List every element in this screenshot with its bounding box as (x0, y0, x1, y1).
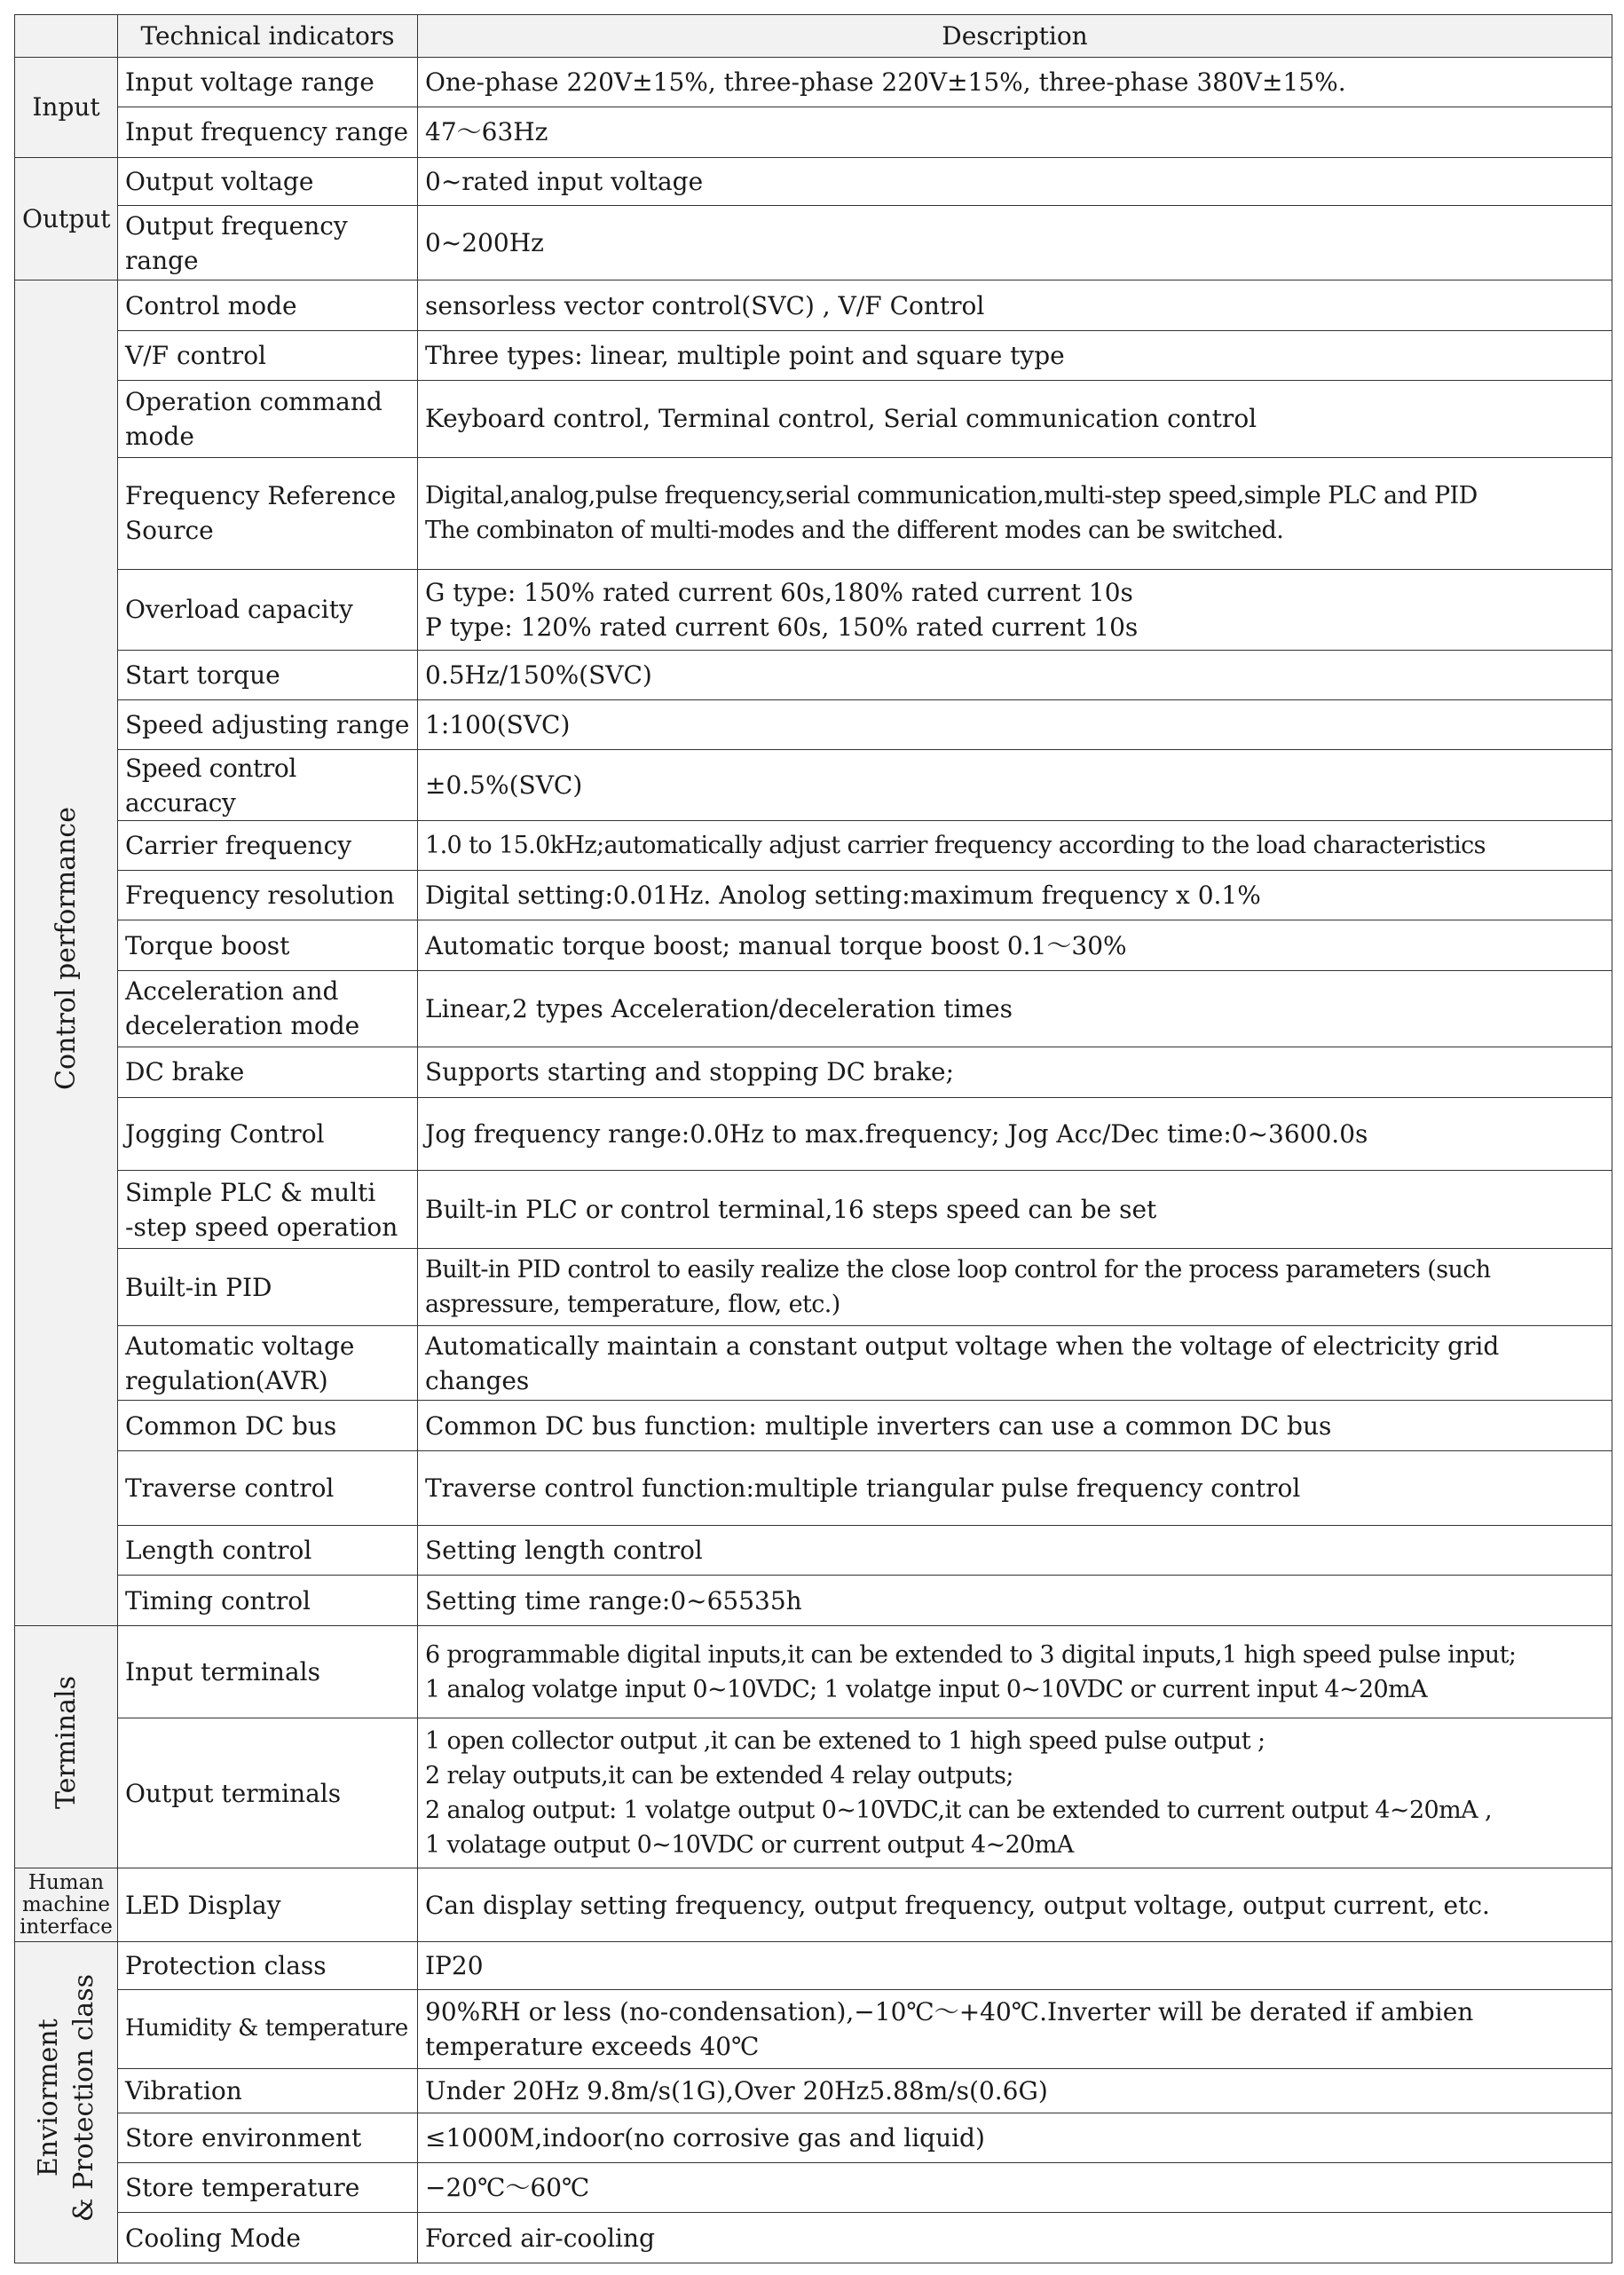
table-row (15, 820, 1612, 870)
table-row (15, 280, 1612, 330)
section-terminals (15, 1625, 118, 1868)
description-cell: Can display setting frequency, output frequency, output voltage, output current, etc. (418, 1868, 1612, 1941)
description-cell: IP20 (418, 1941, 1612, 1989)
table-row (15, 1170, 1612, 1248)
description-cell: Common DC bus function: multiple inverters can use a common DC bus (418, 1401, 1612, 1450)
description-cell: ±0.5%(SVC) (418, 750, 1612, 820)
table-row (15, 1047, 1612, 1097)
table-row (15, 107, 1612, 157)
description-cell: 0.5Hz/150%(SVC) (418, 650, 1612, 699)
table-header-row (15, 15, 1612, 58)
description-cell: 1 open collector output ,it can be extened to 1 high speed pulse output ; 2 relay outputs,it can be extended 4 relay outputs; 2 analog output: 1 volatge output 0~10VDC,it can be extended to current output 4~20mA , 1 volatage output 0~10VDC or current output 4~20mA (418, 1718, 1612, 1868)
table-row (15, 1325, 1612, 1400)
header-technical-indicators: Technical indicators (118, 15, 418, 58)
table-row (15, 570, 1612, 651)
description-cell: 6 programmable digital inputs,it can be extended to 3 digital inputs,1 high speed pulse input; 1 analog volatge input 0~10VDC; 1 volatge input 0~10VDC or current input 4~20mA (418, 1625, 1612, 1718)
description-cell: Forced air-cooling (418, 2213, 1612, 2263)
description-cell: Linear,2 types Acceleration/deceleration times (418, 970, 1612, 1047)
table-row (15, 650, 1612, 699)
description-cell: Jog frequency range:0.0Hz to max.frequency; Jog Acc/Dec time:0~3600.0s (418, 1097, 1612, 1170)
table-row (15, 1576, 1612, 1625)
indicator-cell: Overload capacity (118, 570, 418, 651)
section-control-performance (15, 280, 118, 1625)
description-cell: Digital,analog,pulse frequency,serial communication,multi-step speed,simple PLC and PID The combinaton of multi-modes and the different modes can be switched. (418, 457, 1612, 570)
description-cell: −20℃～60℃ (418, 2163, 1612, 2213)
technical-spec-table (14, 14, 1612, 2263)
table-row (15, 1718, 1612, 1868)
indicator-cell: Torque boost (118, 920, 418, 970)
table-row (15, 1526, 1612, 1576)
description-cell: 90%RH or less (no-condensation),−10℃～+40℃.Inverter will be derated if ambien temperature exceeds 40℃ (418, 1990, 1612, 2068)
description-cell: 0~200Hz (418, 205, 1612, 280)
description-cell: 1.0 to 15.0kHz;automatically adjust carrier frequency according to the load characteristics (418, 820, 1612, 870)
section-input (15, 58, 118, 158)
table-row (15, 700, 1612, 750)
description-cell: ≤1000M,indoor(no corrosive gas and liquid) (418, 2113, 1612, 2162)
description-cell: sensorless vector control(SVC) , V/F Control (418, 280, 1612, 330)
description-cell: Built-in PID control to easily realize the close loop control for the process parameters (such aspressure, temperature, flow, etc.) (418, 1249, 1612, 1325)
section-human-machine-interface: Human machine interface (15, 1868, 118, 1941)
table-row (15, 2113, 1612, 2162)
indicator-cell: Start torque (118, 650, 418, 699)
indicator-cell: Speed adjusting range (118, 700, 418, 750)
table-row (15, 871, 1612, 920)
table-row (15, 330, 1612, 380)
indicator-cell: Control mode (118, 280, 418, 330)
indicator-cell: Output voltage (118, 157, 418, 205)
indicator-cell: Store temperature (118, 2163, 418, 2213)
indicator-cell: Simple PLC & multi -step speed operation (118, 1170, 418, 1248)
indicator-cell: Carrier frequency (118, 820, 418, 870)
description-cell: One-phase 220V±15%, three-phase 220V±15%, three-phase 380V±15%. (418, 58, 1612, 107)
indicator-cell: Humidity & temperature (118, 1990, 418, 2068)
indicator-cell: Input voltage range (118, 58, 418, 107)
table-row (15, 920, 1612, 970)
description-cell: 0~rated input voltage (418, 157, 1612, 205)
indicator-cell: Output frequency range (118, 205, 418, 280)
indicator-cell: Store environment (118, 2113, 418, 2162)
indicator-cell: Length control (118, 1526, 418, 1576)
table-row (15, 1868, 1612, 1941)
section-label: Input (32, 92, 100, 122)
indicator-cell: Frequency Reference Source (118, 457, 418, 570)
section-label: Enviorment & Protection class (32, 1973, 99, 2222)
table-row (15, 2213, 1612, 2263)
indicator-cell: Acceleration and deceleration mode (118, 970, 418, 1047)
description-cell: Traverse control function:multiple triangular pulse frequency control (418, 1450, 1612, 1525)
table-row (15, 1941, 1612, 1989)
table-row (15, 1625, 1612, 1718)
indicator-cell: Vibration (118, 2068, 418, 2113)
section-label: Output (22, 204, 111, 233)
table-row (15, 1401, 1612, 1450)
table-row (15, 2163, 1612, 2213)
indicator-cell: Automatic voltage regulation(AVR) (118, 1325, 418, 1400)
indicator-cell: LED Display (118, 1868, 418, 1941)
table-row (15, 1097, 1612, 1170)
table-row (15, 1249, 1612, 1325)
table-row (15, 2068, 1612, 2113)
indicator-cell: Frequency resolution (118, 871, 418, 920)
indicator-cell: Built-in PID (118, 1249, 418, 1325)
description-cell: Keyboard control, Terminal control, Serial communication control (418, 381, 1612, 457)
indicator-cell: Cooling Mode (118, 2213, 418, 2263)
spec-sheet (14, 14, 1612, 2263)
table-row (15, 750, 1612, 820)
description-cell: Setting length control (418, 1526, 1612, 1576)
description-cell: Digital setting:0.01Hz. Anolog setting:maximum frequency x 0.1% (418, 871, 1612, 920)
header-category (15, 15, 118, 58)
description-cell: Automatically maintain a constant output voltage when the voltage of electricity grid changes (418, 1325, 1612, 1400)
section-label: Control performance (51, 807, 82, 1091)
description-cell: 1:100(SVC) (418, 700, 1612, 750)
table-row (15, 381, 1612, 457)
indicator-cell: DC brake (118, 1047, 418, 1097)
table-row (15, 157, 1612, 205)
section-label: Terminals (51, 1676, 82, 1810)
table-row (15, 457, 1612, 570)
header-description: Description (418, 15, 1612, 58)
description-cell: Setting time range:0~65535h (418, 1576, 1612, 1625)
indicator-cell: Input frequency range (118, 107, 418, 157)
indicator-cell: Timing control (118, 1576, 418, 1625)
section-output (15, 157, 118, 280)
description-cell: G type: 150% rated current 60s,180% rated current 10s P type: 120% rated current 60s, 150% rated current 10s (418, 570, 1612, 651)
indicator-cell: Traverse control (118, 1450, 418, 1525)
description-cell: 47～63Hz (418, 107, 1612, 157)
table-row (15, 970, 1612, 1047)
description-cell: Automatic torque boost; manual torque boost 0.1～30% (418, 920, 1612, 970)
indicator-cell: Speed control accuracy (118, 750, 418, 820)
table-row (15, 1990, 1612, 2068)
description-cell: Under 20Hz 9.8m/s(1G),Over 20Hz5.88m/s(0.6G) (418, 2068, 1612, 2113)
indicator-cell: Jogging Control (118, 1097, 418, 1170)
indicator-cell: Input terminals (118, 1625, 418, 1718)
table-row (15, 205, 1612, 280)
indicator-cell: V/F control (118, 330, 418, 380)
description-cell: Supports starting and stopping DC brake; (418, 1047, 1612, 1097)
indicator-cell: Operation command mode (118, 381, 418, 457)
section-environment-protection (15, 1941, 118, 2263)
table-row (15, 1450, 1612, 1525)
description-cell: Three types: linear, multiple point and square type (418, 330, 1612, 380)
indicator-cell: Protection class (118, 1941, 418, 1989)
table-row (15, 58, 1612, 107)
indicator-cell: Common DC bus (118, 1401, 418, 1450)
description-cell: Built-in PLC or control terminal,16 steps speed can be set (418, 1170, 1612, 1248)
indicator-cell: Output terminals (118, 1718, 418, 1868)
